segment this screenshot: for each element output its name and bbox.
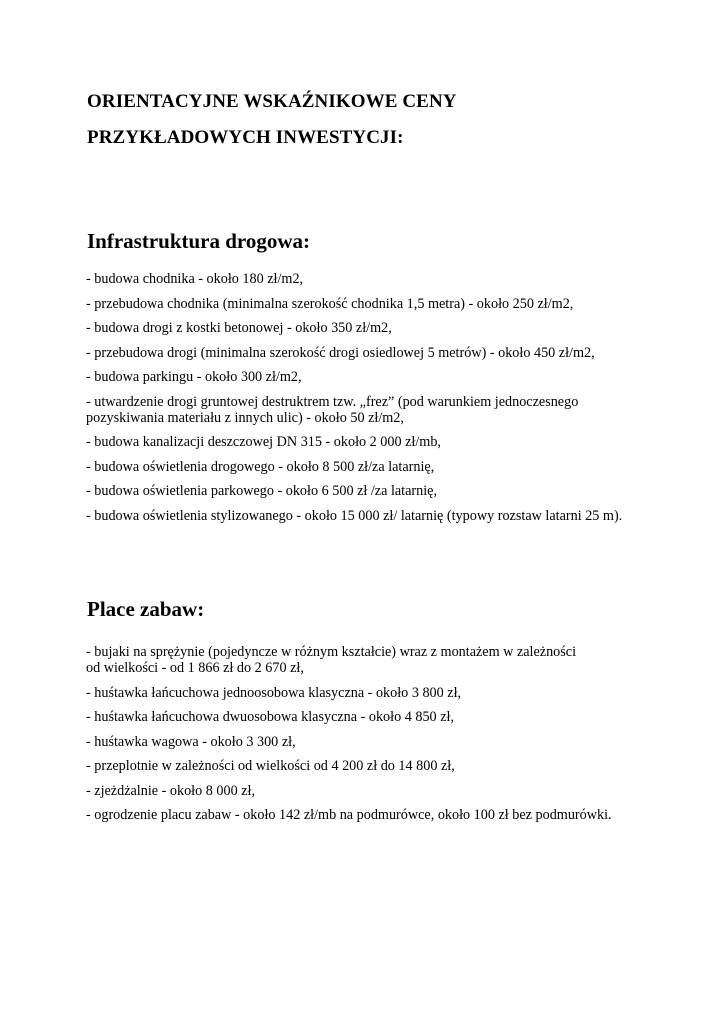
- playgrounds-price-list: [86, 644, 706, 832]
- list-item: [86, 644, 706, 676]
- section-heading-playgrounds: Place zabaw:: [87, 597, 205, 621]
- road-infrastructure-price-list: [86, 271, 706, 532]
- list-item-line: - budowa parkingu - około 300 zł/m2,: [86, 369, 302, 385]
- list-item-line: - przebudowa drogi (minimalna szerokość drogi osiedlowej 5 metrów) - około 450 zł/m2,: [86, 344, 595, 361]
- list-item: [86, 434, 706, 450]
- list-item-line: - huśtawka łańcuchowa dwuosobowa klasyczna - około 4 850 zł,: [86, 709, 454, 725]
- list-item: [86, 369, 706, 385]
- list-item-line: - budowa chodnika - około 180 zł/m2,: [86, 271, 304, 287]
- list-item-line: - utwardzenie drogi gruntowej destruktrem tzw. „frez” (pod warunkiem jednoczesnego: [86, 393, 579, 410]
- list-item-line: - huśtawka łańcuchowa jednoosobowa klasyczna - około 3 800 zł,: [86, 684, 462, 701]
- list-item: [86, 296, 706, 312]
- list-item: [86, 709, 706, 725]
- list-item: [86, 758, 706, 774]
- section-heading-road-infrastructure: Infrastruktura drogowa:: [87, 229, 311, 253]
- list-item-line: - budowa oświetlenia drogowego - około 8 500 zł/za latarnię,: [86, 458, 435, 475]
- title-line-1: ORIENTACYJNE WSKAŹNIKOWE CENY: [87, 91, 457, 112]
- list-item-line: - bujaki na sprężynie (pojedyncze w różnym kształcie) wraz z montażem w zależności: [86, 644, 577, 660]
- list-item-line: - przebudowa chodnika (minimalna szerokość chodnika 1,5 metra) - około 250 zł/m2,: [86, 295, 574, 312]
- list-item-line: - ogrodzenie placu zabaw - około 142 zł/mb na podmurówce, około 100 zł bez podmurówki.: [86, 807, 612, 823]
- list-item: [86, 783, 706, 799]
- list-item-line: od wielkości - od 1 866 zł do 2 670 zł,: [86, 660, 304, 676]
- list-item: [86, 394, 706, 426]
- list-item-line: - budowa kanalizacji deszczowej DN 315 - około 2 000 zł/mb,: [86, 434, 441, 450]
- list-item: [86, 807, 706, 823]
- list-item-line: - budowa drogi z kostki betonowej - około 350 zł/m2,: [86, 320, 392, 336]
- list-item: [86, 459, 706, 475]
- list-item: [86, 508, 706, 524]
- list-item-line: - przeplotnie w zależności od wielkości od 4 200 zł do 14 800 zł,: [86, 758, 455, 774]
- list-item: [86, 483, 706, 499]
- list-item: [86, 320, 706, 336]
- list-item-line: - huśtawka wagowa - około 3 300 zł,: [86, 733, 296, 750]
- list-item-line: pozyskiwania materiału z innych ulic) - około 50 zł/m2,: [86, 409, 404, 426]
- list-item-line: - budowa oświetlenia stylizowanego - około 15 000 zł/ latarnię (typowy rozstaw latarni 25 m).: [86, 507, 623, 524]
- list-item-line: - zjeżdżalnie - około 8 000 zł,: [86, 782, 256, 799]
- list-item: [86, 345, 706, 361]
- document-title: [87, 84, 687, 156]
- title-line-2: PRZYKŁADOWYCH INWESTYCJI:: [87, 127, 404, 148]
- list-item-line: - budowa oświetlenia parkowego - około 6 500 zł /za latarnię,: [86, 483, 438, 499]
- list-item: [86, 685, 706, 701]
- list-item: [86, 271, 706, 287]
- list-item: [86, 734, 706, 750]
